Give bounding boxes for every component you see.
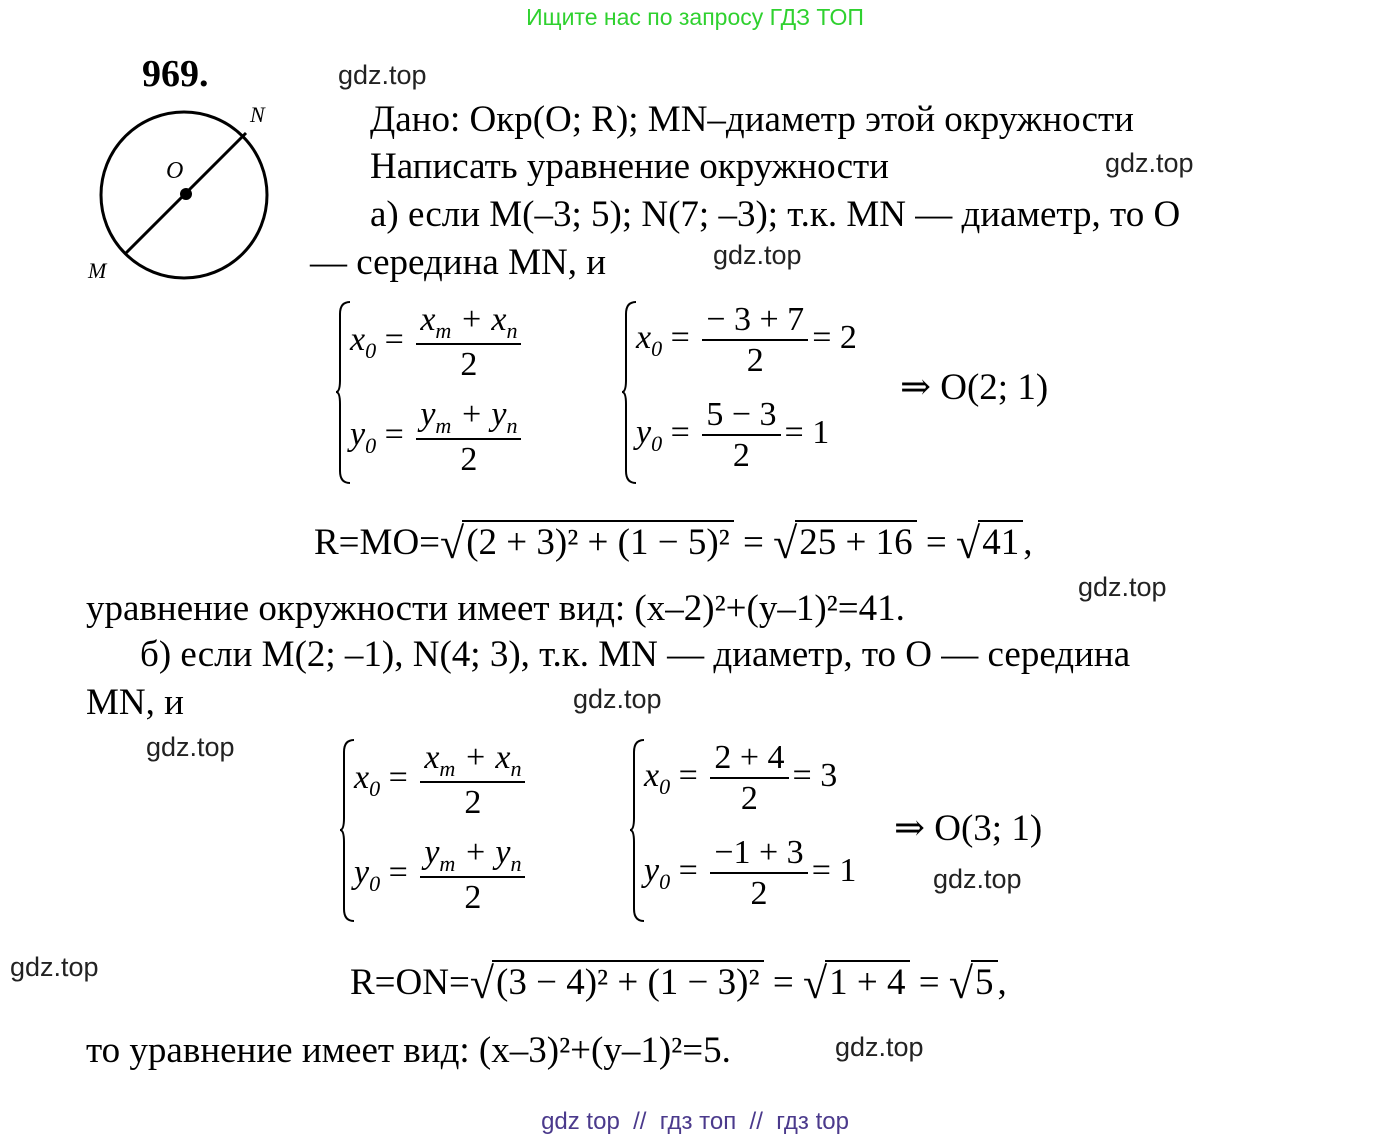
radius-a: R=MO=√(2 + 3)² + (1 − 5)² = √25 + 16 = √41 , [314, 519, 1033, 568]
fraction: $\frac{2 + 4}{2}$ [710, 738, 788, 818]
watermark: gdz.top [1078, 572, 1167, 602]
part-a-line1: а) если M(–3; 5); N(7; –3); т.к. MN — диаметр, то O [370, 194, 1181, 235]
watermark: gdz.top [713, 240, 802, 270]
part-a-line2: — середина MN, и [310, 242, 606, 283]
equation-b: то уравнение имеет вид: (x–3)²+(y–1)²=5. [86, 1030, 731, 1071]
watermark: gdz.top [835, 1032, 924, 1062]
equation-a: уравнение окружности имеет вид: (x–2)²+(y–1)²=41. [86, 588, 905, 629]
label-o: O [166, 158, 184, 184]
circle-diagram [80, 95, 290, 290]
fraction: $\frac{-1 + 3}{2}$ [710, 833, 807, 913]
center-point [180, 188, 192, 200]
footer-links: gdz top // гдз топ // гдз top [541, 1108, 849, 1135]
given-text: Дано: Окр(О; R); MN–диаметр этой окружности [370, 99, 1134, 140]
label-m: M [88, 258, 107, 283]
label-n: N [250, 102, 265, 127]
fraction: $\frac{- 3 + 7}{2}$ [702, 300, 808, 380]
watermark: gdz.top [1105, 148, 1194, 178]
watermark: gdz.top [338, 60, 427, 90]
top-banner: Ищите нас по запросу ГДЗ ТОП [526, 4, 864, 30]
fraction: $\frac{5 - 3}{2}$ [702, 395, 780, 475]
watermark: gdz.top [146, 732, 235, 762]
y0-symbol: $y_0$ [350, 415, 377, 458]
watermark: gdz.top [10, 952, 99, 982]
part-b-line1: б) если M(2; –1), N(4; 3), т.к. MN — диаметр, то O — середина [140, 634, 1131, 675]
x0-symbol: $x_0$ [350, 320, 377, 363]
radius-b: R=ON=√(3 − 4)² + (1 − 3)² = √1 + 4 = √5 , [350, 959, 1007, 1008]
watermark: gdz.top [573, 684, 662, 714]
task-text: Написать уравнение окружности [370, 146, 889, 187]
system-values-b: $x_0$ = $\frac{2 + 4}{2}$ = 3 $y_0$ = $\frac{-1 + 3}{2}$ = 1 [630, 738, 910, 923]
fraction: $\frac{y_m + y_n}{2}$ [416, 395, 521, 479]
problem-number: 969. [142, 53, 209, 95]
fraction: $\frac{x_m + x_n}{2}$ [416, 300, 521, 384]
fraction: $\frac{x_m + x_n}{2}$ [420, 738, 525, 822]
system-general-a: $x_0$ = $\frac{x_m + x_n}{2}$ $y_0$ = $\frac{y_m + y_n}{2}$ [336, 300, 576, 485]
center-result-b: ⇒ O(3; 1) [894, 808, 1043, 849]
part-b-line2: MN, и [86, 682, 184, 723]
system-general-b: $x_0$ = $\frac{x_m + x_n}{2}$ $y_0$ = $\frac{y_m + y_n}{2}$ [340, 738, 580, 923]
system-values-a: $x_0$ = $\frac{- 3 + 7}{2}$ = 2 $y_0$ = $\frac{5 - 3}{2}$ = 1 [622, 300, 912, 485]
fraction: $\frac{y_m + y_n}{2}$ [420, 833, 525, 917]
center-result-a: ⇒ O(2; 1) [900, 367, 1049, 408]
watermark: gdz.top [933, 864, 1022, 894]
